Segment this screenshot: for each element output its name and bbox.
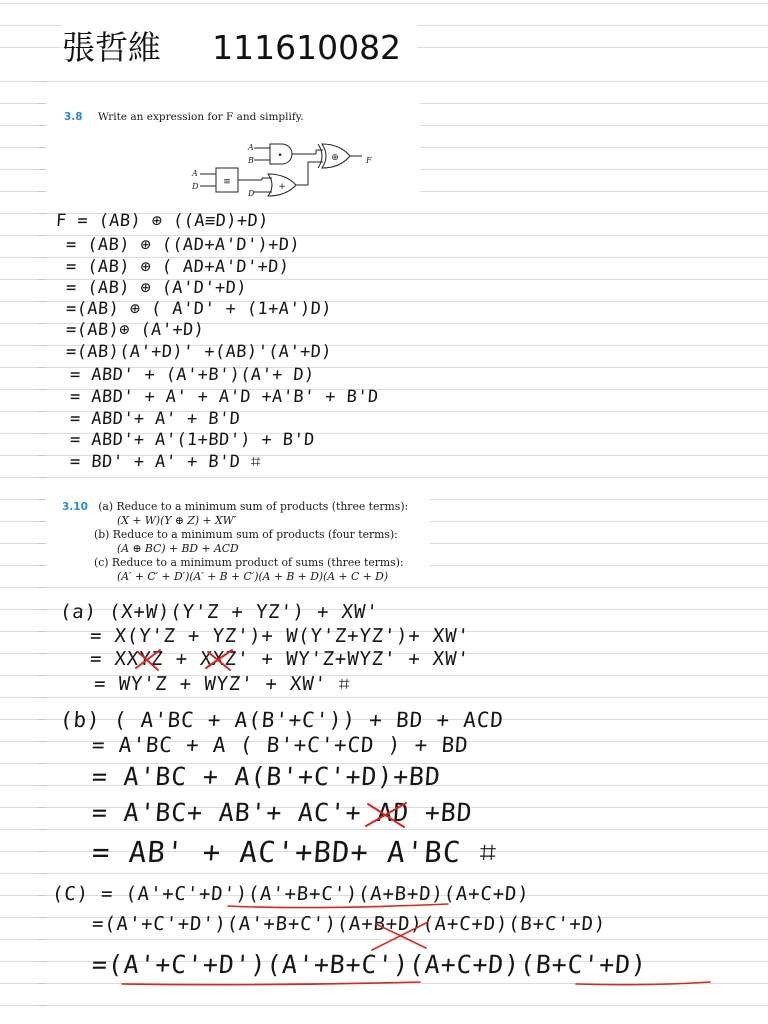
input-label-d: D — [192, 182, 199, 191]
strike-through-ad — [362, 800, 412, 830]
part-a-expression: (X + W)(Y ⊕ Z) + XW′ — [117, 514, 237, 527]
and-symbol: • — [277, 151, 283, 161]
solution-3-8-line: = (AB) ⊕ (A'D'+D) — [65, 278, 248, 298]
underline — [122, 982, 420, 985]
part-a-text: Reduce to a minimum sum of products (three terms): — [116, 500, 409, 513]
solution-b-line: = A'BC+ AB'+ AC'+ AD +BD — [90, 798, 474, 827]
solution-3-8-line: =(AB) ⊕ ( A'D' + (1+A')D) — [65, 299, 333, 319]
input-label-a2: A — [192, 169, 198, 178]
part-b-text: Reduce to a minimum sum of products (four terms): — [112, 528, 398, 541]
solution-b-line: = A'BC + A(B'+C'+D)+BD — [90, 762, 442, 791]
solution-3-8-line: =(AB)(A'+D)' +(AB)'(A'+D) — [65, 342, 333, 362]
solution-3-8-line: = ABD' + (A'+B')(A'+ D) — [69, 365, 316, 385]
logic-circuit-diagram — [186, 138, 386, 202]
part-a-label: (a) — [98, 500, 114, 513]
input-label-a: A — [248, 143, 254, 152]
part-c-expression: (A′ + C′ + D′)(A′ + B + C′)(A + B + D)(A + C + D) — [117, 570, 389, 583]
solution-a-line: = X(Y'Z + YZ')+ W(Y'Z+YZ')+ XW' — [89, 625, 471, 647]
underline — [576, 982, 710, 985]
student-id: 111610082 — [212, 28, 402, 67]
solution-3-8-line: = ABD' + A' + A'D +A'B' + B'D — [69, 387, 380, 407]
problem-text: Write an expression for F and simplify. — [97, 111, 304, 123]
part-b-expression: (A ⊕ BC) + BD + ACD — [117, 542, 239, 555]
strike-through-marks — [134, 648, 304, 674]
part-c-label: (c) — [94, 556, 109, 569]
solution-3-8-line: = BD' + A' + B'D ⌗ — [69, 452, 262, 472]
xor-symbol: ⊕ — [331, 153, 339, 163]
margin-ticks — [38, 60, 46, 1020]
solution-c-line: =(A'+C'+D')(A'+B+C')(A+C+D)(B+C'+D) — [90, 950, 648, 979]
red-correction-marks — [110, 890, 730, 990]
xnor-symbol: ≡ — [223, 177, 231, 187]
problem-3-10-excerpt — [46, 492, 430, 584]
or-symbol: + — [278, 182, 286, 192]
solution-3-8-line: = (AB) ⊕ ( AD+A'D'+D) — [65, 257, 291, 277]
solution-3-8-line: = ABD'+ A' + B'D — [69, 409, 241, 429]
input-label-d2: D — [248, 189, 255, 198]
xor-gate-back — [318, 144, 322, 168]
output-label-f: F — [366, 156, 372, 165]
solution-3-8-line: =(AB)⊕ (A'+D) — [65, 320, 205, 340]
solution-b-line: (b) ( A'BC + A(B'+C')) + BD + ACD — [59, 708, 505, 732]
solution-c-line: =(A'+C'+D')(A'+B+C')(A+B+D)(A+C+D)(B+C'+D) — [91, 913, 607, 935]
input-label-b: B — [248, 156, 254, 165]
problem-number: 3.8 — [64, 111, 83, 123]
solution-3-8-line: = (AB) ⊕ ((AD+A'D')+D) — [65, 235, 301, 255]
part-b-label: (b) — [94, 528, 110, 541]
solution-3-8-line: F = (AB) ⊕ ((A≡D)+D) — [55, 211, 270, 231]
solution-c-line: (C) = (A'+C'+D')(A'+B+C')(A+B+D)(A+C+D) — [51, 883, 531, 905]
problem-3-8-excerpt — [46, 100, 420, 208]
underline — [228, 904, 448, 908]
problem-number: 3.10 — [62, 501, 88, 513]
solution-a-line: = WY'Z + WYZ' + XW' ⌗ — [93, 673, 352, 695]
solution-3-8-line: = ABD'+ A'(1+BD') + B'D — [69, 430, 316, 450]
header — [62, 22, 417, 66]
solution-a-line: (a) (X+W)(Y'Z + YZ') + XW' — [59, 601, 380, 623]
part-c-text: Reduce to a minimum product of sums (three terms): — [111, 556, 404, 569]
solution-a-line: = XXYZ + XXZ' + WY'Z+WYZ' + XW' — [89, 648, 471, 670]
solution-b-line: = AB' + AC'+BD+ A'BC ⌗ — [90, 835, 499, 869]
student-name: 張哲維 — [62, 28, 161, 67]
solution-b-line: = A'BC + A ( B'+C'+CD ) + BD — [91, 733, 470, 757]
